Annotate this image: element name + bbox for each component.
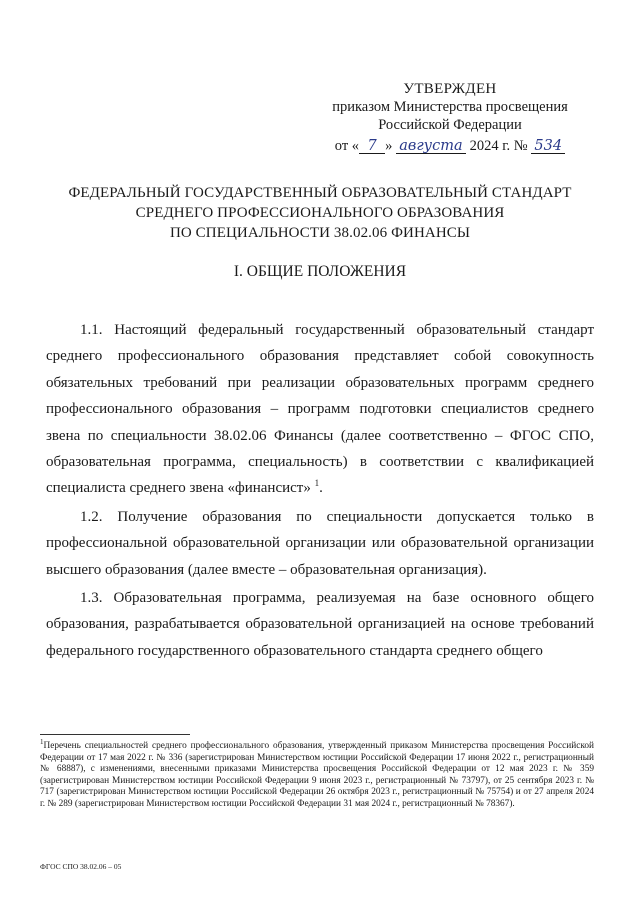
approval-country-line: Российской Федерации bbox=[378, 117, 522, 133]
approval-block bbox=[300, 80, 600, 155]
document-body bbox=[46, 317, 594, 664]
title-line-1: ФЕДЕРАЛЬНЫЙ ГОСУДАРСТВЕННЫЙ ОБРАЗОВАТЕЛЬНЫЙ СТАНДАРТ bbox=[68, 185, 572, 201]
title-line-3: ПО СПЕЦИАЛЬНОСТИ 38.02.06 ФИНАНСЫ bbox=[169, 225, 471, 241]
footnote bbox=[40, 737, 594, 811]
footnote-number: 1 bbox=[40, 737, 44, 746]
paragraph-1-3: 1.3. Образовательная программа, реализуемая на базе основного общего образования, разрабатывается образовательной организацией на основе требований федерального государственного образовательного стандарта среднего общего bbox=[46, 590, 594, 659]
footnote-text: Перечень специальностей среднего профессионального образования, утвержденный приказом Министерства просвещения Российской Федерации от 17 мая 2022 г. № 336 (зарегистрирован Министерством юстиции Российской Федерации 17 июня 2022 г., регистрационный № 68887), с изменениями, внесенными приказами Министерства просвещения Российской Федерации от 12 мая 2023 г. № 359 (зарегистрирован Министерством юстиции Российской Федерации 9 июня 2023 г., регистрационный № 73797), от 25 сентября 2023 г. № 717 (зарегистрирован Министерством юстиции Российской Федерации 26 октября 2023 г., регистрационный № 75754) и от 27 апреля 2024 г. № 289 (зарегистрирован Министерством юстиции Российской Федерации 31 мая 2024 г., регистрационный № 78367). bbox=[40, 741, 594, 809]
footnote-separator bbox=[40, 734, 190, 735]
paragraph-1-1 bbox=[46, 317, 594, 502]
paragraph-1-1-text: 1.1. Настоящий федеральный государственный образовательный стандарт среднего профессионального образования представляет собой совокупность обязательных требований при реализации образовательных программ среднего профессионального образования – программ подготовки специалистов среднего звена по специальности 38.02.06 Финансы (далее соответственно – ФГОС СПО, образовательная программа, специальность) в соответствии с квалификацией специалиста среднего звена «финансист» bbox=[46, 322, 594, 497]
date-prefix: от « bbox=[334, 138, 360, 154]
date-year-text: 2024 г. № bbox=[469, 138, 528, 154]
date-day-close: » bbox=[385, 138, 393, 154]
title-line-2: СРЕДНЕГО ПРОФЕССИОНАЛЬНОГО ОБРАЗОВАНИЯ bbox=[135, 205, 505, 221]
handwritten-order-number: 534 bbox=[531, 139, 565, 154]
handwritten-day: 7 bbox=[359, 139, 385, 154]
approval-title: УТВЕРЖДЕН bbox=[403, 81, 497, 97]
section-heading: I. ОБЩИЕ ПОЛОЖЕНИЯ bbox=[233, 263, 407, 280]
paragraph-1-2: 1.2. Получение образования по специальности допускается только в профессиональной образовательной организации или образовательной организации высшего образования (далее вместе – образовательная организация). bbox=[46, 508, 594, 578]
page-footer-code: ФГОС СПО 38.02.06 – 05 bbox=[40, 862, 122, 871]
handwritten-month: августа bbox=[396, 139, 466, 154]
approval-order-line: приказом Министерства просвещения bbox=[332, 99, 568, 115]
footnote-reference: 1 bbox=[314, 478, 320, 489]
document-title bbox=[40, 183, 600, 243]
approval-date-line bbox=[300, 137, 600, 155]
paragraph-1-1-end: . bbox=[319, 480, 323, 497]
